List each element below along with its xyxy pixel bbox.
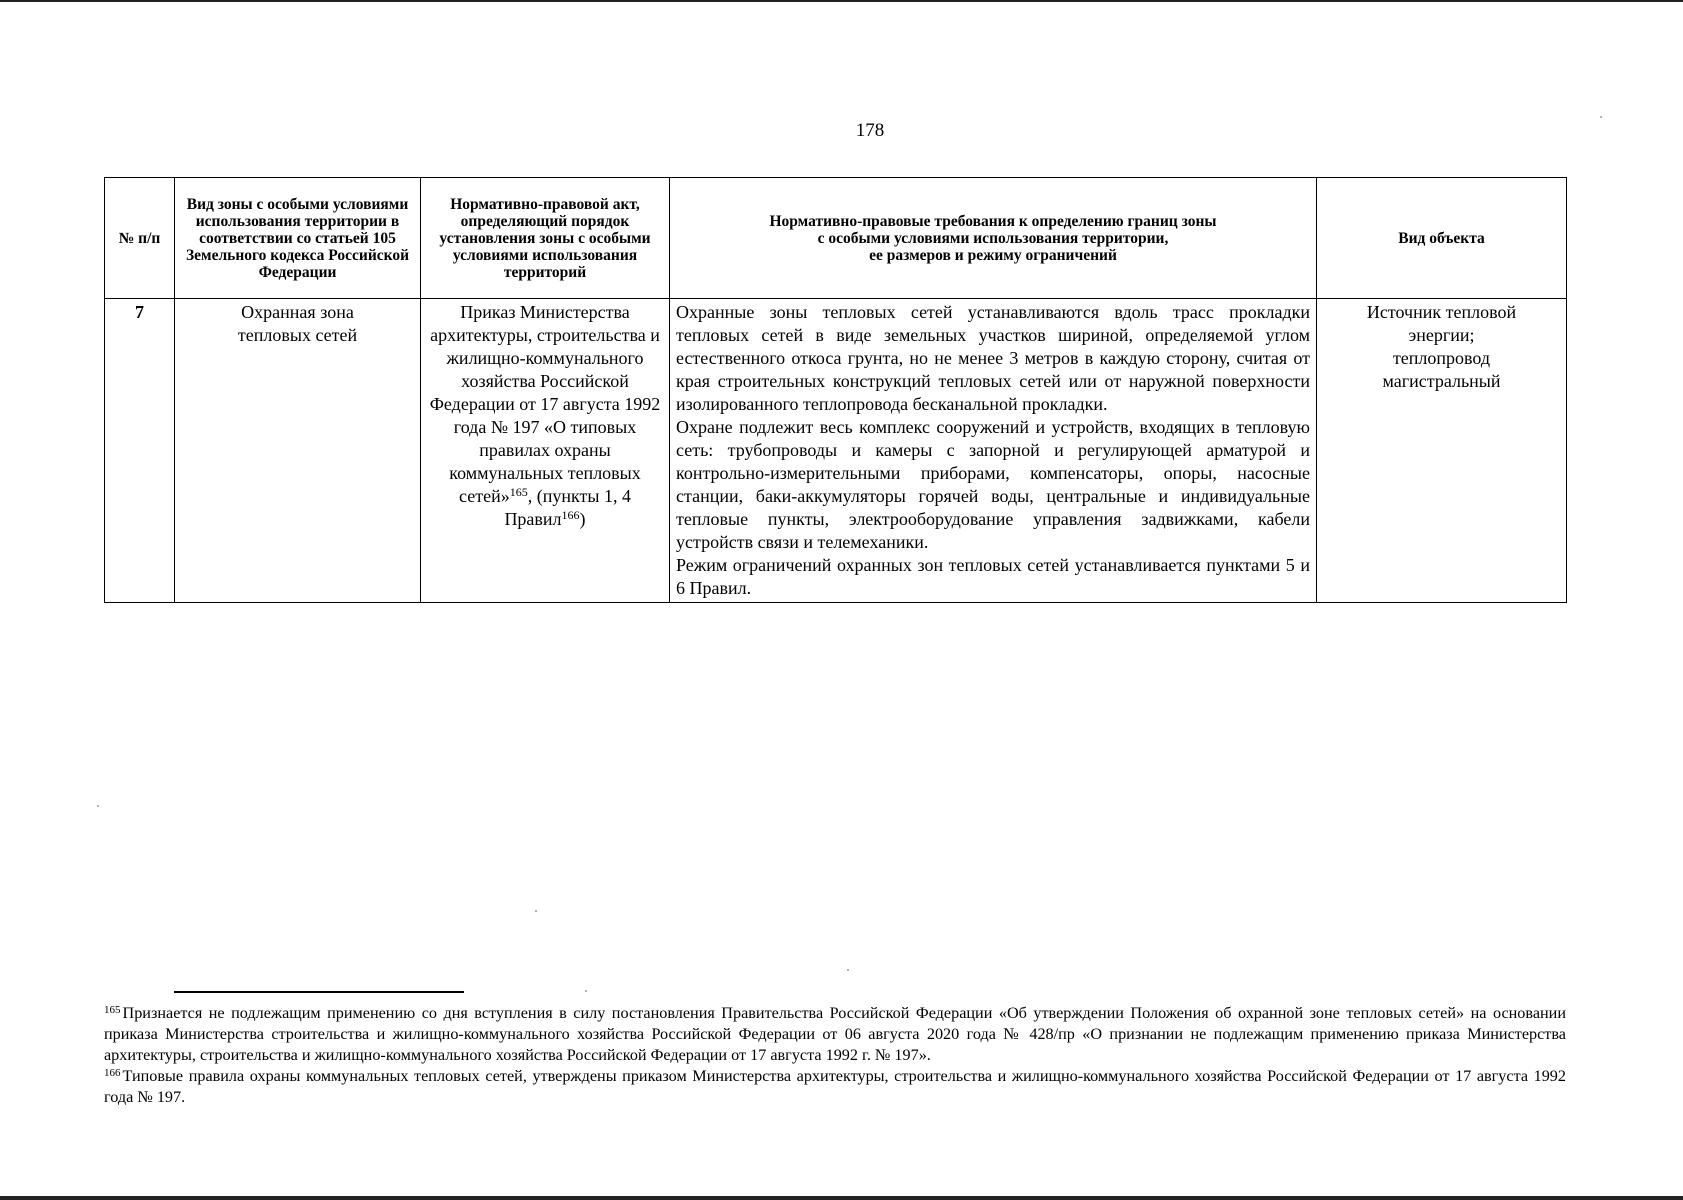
footnote-mark-165: 165 xyxy=(104,1004,121,1016)
header-requirements-line2: с особыми условиями использования территории, xyxy=(817,229,1169,247)
table-row xyxy=(105,299,1567,603)
header-requirements-line1: Нормативно-правовые требования к определению границ зоны xyxy=(769,212,1217,230)
scan-speck xyxy=(847,969,849,971)
object-line-1: Источник тепловой энергии; xyxy=(1366,302,1517,345)
scan-speck xyxy=(535,910,537,912)
cell-legal-act xyxy=(421,299,670,603)
header-zone-type: Вид зоны с особыми условиями использования территории в соответствии со статьей 105 Земельного кодекса Российской Федерации xyxy=(175,178,421,299)
object-line-2: теплопровод магистральный xyxy=(1382,348,1501,391)
scan-speck xyxy=(97,805,99,807)
footnote-165 xyxy=(104,1003,1566,1066)
footnote-166 xyxy=(104,1066,1566,1108)
cell-object-type xyxy=(1317,299,1567,603)
footnotes xyxy=(104,1003,1566,1108)
requirements-paragraph-1: Охранные зоны тепловых сетей устанавливаются вдоль трасс прокладки тепловых сетей в виде земельных участков шириной, определяемой углом естественного откоса грунта, но не менее 3 метров в каждую сторону, считая от края строительных конструкций тепловых сетей или от наружной поверхности изолированного теплопровода бесканальной прокладки. xyxy=(676,302,1310,414)
requirements-paragraph-3: Режим ограничений охранных зон тепловых сетей устанавливается пунктами 5 и 6 Правил. xyxy=(676,555,1310,598)
footnote-ref-166[interactable]: 166 xyxy=(561,508,580,522)
header-legal-act: Нормативно-правовой акт, определяющий порядок установления зоны с особыми условиями использования территорий xyxy=(421,178,670,299)
scan-bottom-border xyxy=(0,1196,1683,1200)
cell-requirements xyxy=(670,299,1317,603)
footnote-text-166: Типовые правила охраны коммунальных тепловых сетей, утверждены приказом Министерства архитектуры, строительства и жилищно-коммунального хозяйства Российской Федерации от 17 августа 1992 года № 197. xyxy=(104,1067,1566,1106)
cell-zone-type xyxy=(175,299,421,603)
header-requirements-line3: ее размеров и режиму ограничений xyxy=(869,246,1117,264)
requirements-paragraph-2: Охране подлежит весь комплекс сооружений и устройств, входящих в тепловую сеть: трубопроводы и камеры с запорной и регулирующей арматурой и контрольно-измерительными приборами, компенсаторы, опоры, насосные станции, баки-аккумуляторы горячей воды, центральные и индивидуальные тепловые пункты, электрооборудование управления задвижками, кабели устройств связи и телемеханики. xyxy=(676,417,1310,552)
scan-speck xyxy=(1600,116,1602,118)
footnote-mark-166: 166 xyxy=(104,1067,121,1079)
footnote-text-165: Признается не подлежащим применению со дня вступления в силу постановления Правительства Российской Федерации «Об утверждении Положения об охранной зоне тепловых сетей» на основании приказа Министерства строительства и жилищно-коммунального хозяйства Российской Федерации от 06 августа 2020 года № 428/пр «О признании не подлежащим применению приказа Министерства архитектуры, строительства и жилищно-коммунального хозяйства Российской Федерации от 17 августа 1992 г. № 197». xyxy=(104,1004,1566,1064)
legal-act-mid: , (пункты 1, 4 Правил xyxy=(504,486,631,529)
scan-speck xyxy=(585,990,587,992)
header-num: № п/п xyxy=(105,178,175,299)
page-number: 178 xyxy=(855,120,885,141)
zone-type-text: Охранная зона тепловых сетей xyxy=(237,302,358,345)
header-requirements xyxy=(670,178,1317,299)
legal-act-end: ) xyxy=(579,509,586,529)
legal-act-main: Приказ Министерства архитектуры, строительства и жилищно-коммунального хозяйства Российской Федерации от 17 августа 1992 года № 197 «О типовых правилах охраны коммунальных тепловых сетей» xyxy=(429,302,661,506)
footnote-ref-165[interactable]: 165 xyxy=(509,485,528,499)
scan-top-border xyxy=(0,0,1683,2)
legal-act-text xyxy=(427,301,663,531)
header-object-type: Вид объекта xyxy=(1317,178,1567,299)
footnote-separator xyxy=(174,991,464,993)
table-header-row xyxy=(105,178,1567,299)
cell-num: 7 xyxy=(105,299,175,603)
zones-table xyxy=(104,177,1567,603)
